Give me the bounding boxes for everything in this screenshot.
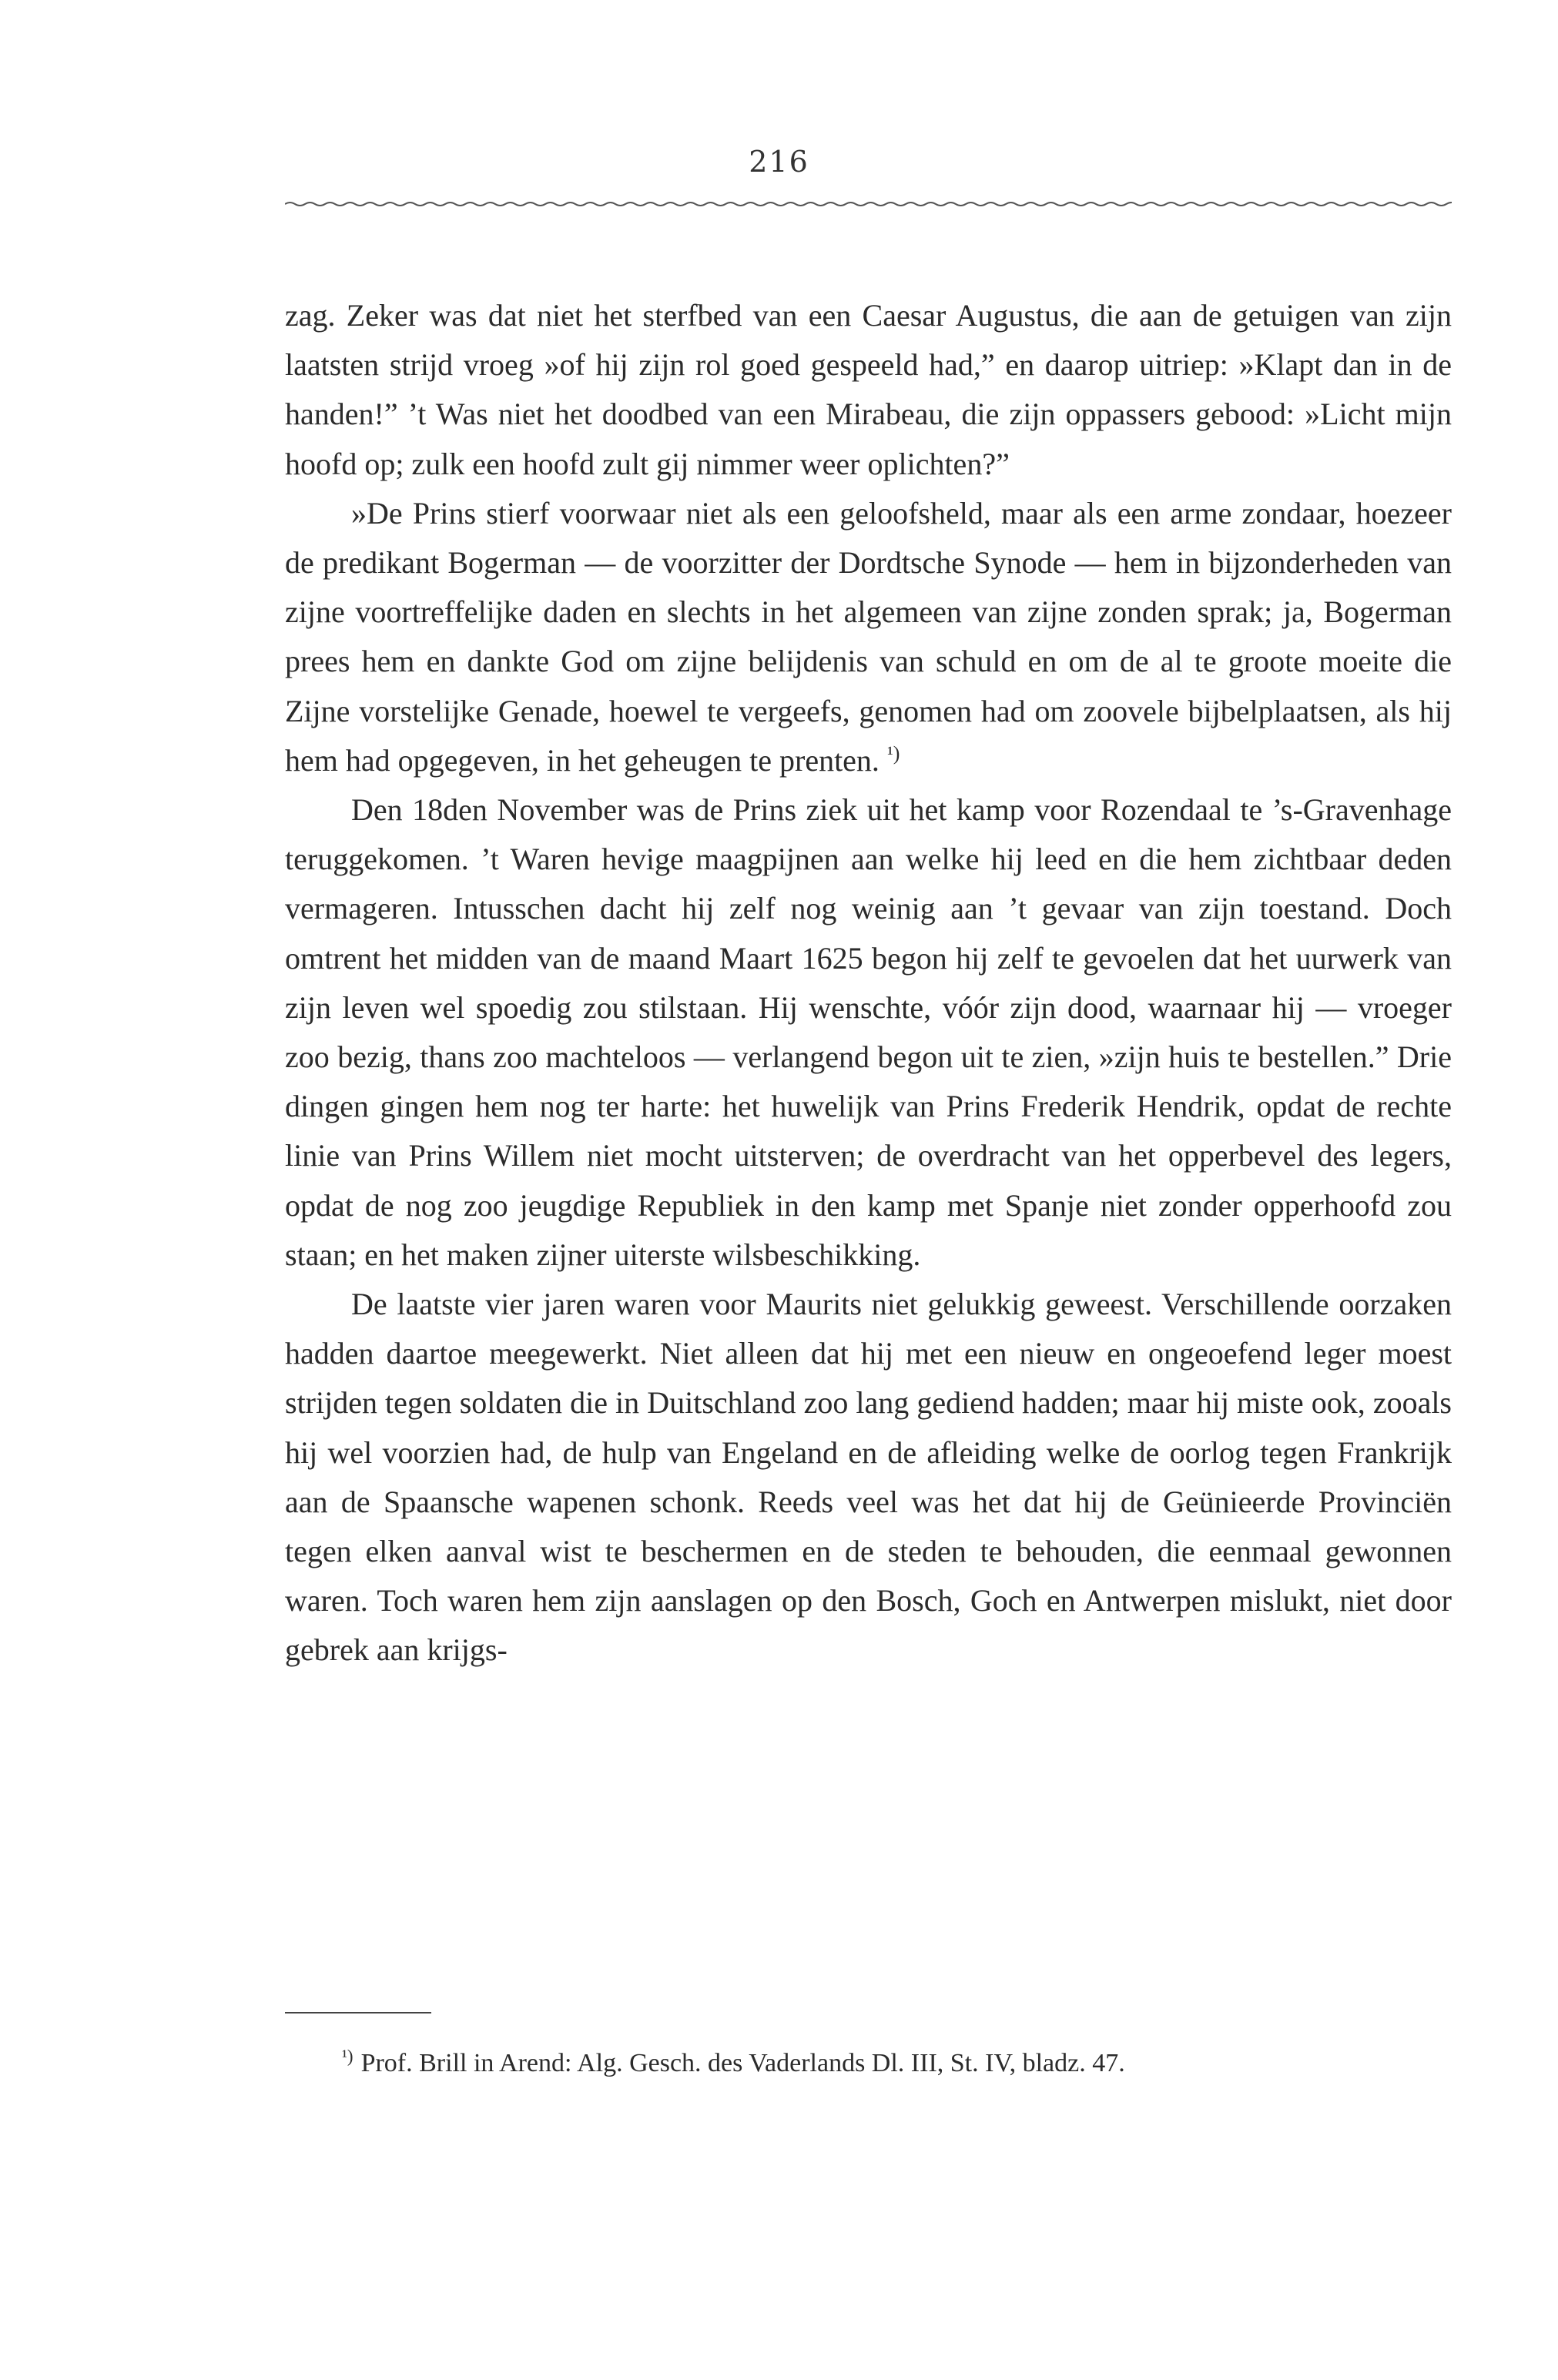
header-wavy-rule [285, 199, 1452, 209]
page-number: 216 [749, 145, 809, 179]
footnote-text: Prof. Brill in Arend: Alg. Gesch. des Vaderlands Dl. III, St. IV, bladz. 47. [360, 2049, 1125, 2077]
footnote-reference: ¹) [886, 741, 900, 765]
paragraph-last-years: De laatste vier jaren waren voor Maurits niet gelukkig geweest. Verschillende oorzaken hadden daartoe meegewerkt. Niet alleen dat hij met een nieuw en ongeoefend leger moest strijden tegen soldaten die in Duitschland zoo lang gediend hadden; maar hij miste ook, zooals hij wel voorzien had, de hulp van Engeland en de afleiding welke de oorlog tegen Frankrijk aan de Spaansche wapenen schonk. Reeds veel was het dat hij de Geünieerde Provinciën tegen elken aanval wist te beschermen en de steden te behouden, die eenmaal gewonnen waren. Toch waren hem zijn aanslagen op den Bosch, Goch en Antwerpen mislukt, niet door gebrek aan krijgs- [285, 1287, 1452, 1668]
paragraph-prince-death: »De Prins stierf voorwaar niet als een geloofsheld, maar als een arme zondaar, hoezeer de predikant Bogerman — de voorzitter der Dordtsche Synode — hem in bijzonderheden van zijne voortreffelijke daden en slechts in het algemeen van zijne zonden sprak; ja, Bogerman prees hem en dankte God om zijne belijdenis van schuld en om de al te groote moeite die Zijne vorstelijke Genade, hoewel te vergeefs, genomen had om zoovele bijbelplaatsen, als hij hem had opgegeven, in het geheugen te prenten. $^{^1)}$ [285, 495, 1452, 778]
footnote-divider [285, 2012, 431, 2013]
footnote [342, 2047, 1452, 2080]
paragraph-illness: Den 18den November was de Prins ziek uit het kamp voor Rozendaal te ’s-Gravenhage teruggekomen. ’t Waren hevige maagpijnen aan welke hij leed en die hem zichtbaar deden vermageren. Intusschen dacht hij zelf nog weinig aan ’t gevaar van zijn toestand. Doch omtrent het midden van de maand Maart 1625 begon hij zelf te gevoelen dat het uurwerk van zijn leven wel spoedig zou stilstaan. Hij wenschte, vóór zijn dood, waarnaar hij — vroeger zoo bezig, thans zoo machteloos — verlangend begon uit te zien, »zijn huis te bestellen.” Drie dingen gingen hem nog ter harte: het huwelijk van Prins Frederik Hendrik, opdat de rechte linie van Prins Willem niet mocht uitsterven; de overdracht van het opperbevel des legers, opdat de nog zoo jeugdige Republiek in den kamp met Spanje niet zonder opperhoofd zou staan; en het maken zijner uiterste wilsbeschikking. [285, 792, 1452, 1272]
body-text [285, 291, 1452, 1675]
footnote-mark: ¹) [342, 2047, 353, 2066]
paragraph-continuation: zag. Zeker was dat niet het sterfbed van een Caesar Augustus, die aan de getuigen van zijn laatsten strijd vroeg »of hij zijn rol goed gespeeld had,” en daarop uitriep: »Klapt dan in de handen!” ’t Was niet het doodbed van een Mirabeau, die zijn oppassers gebood: »Licht mijn hoofd op; zulk een hoofd zult gij nimmer weer oplichten?” [285, 298, 1452, 481]
